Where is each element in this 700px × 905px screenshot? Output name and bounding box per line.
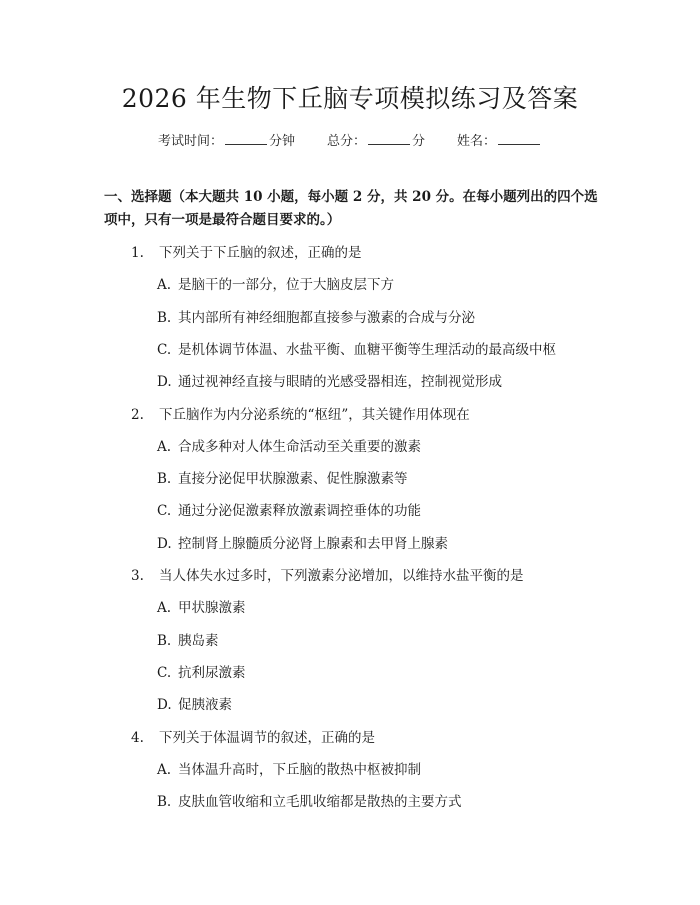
option-letter: C. xyxy=(157,503,172,520)
section-header-line-2: 项中，只有一项是最符合题目要求的。） xyxy=(104,212,341,228)
option-letter: A. xyxy=(157,438,172,455)
total-score-unit: 分 xyxy=(412,134,426,149)
question-text: 下列关于体温调节的叙述，正确的是 xyxy=(159,729,375,746)
question-stem xyxy=(131,243,362,263)
option-letter: C. xyxy=(157,341,172,358)
answer-option xyxy=(157,631,219,651)
exam-time-unit: 分钟 xyxy=(268,134,295,149)
answer-option xyxy=(157,469,408,489)
option-letter: B. xyxy=(157,632,172,649)
option-text: 皮肤血管收缩和立毛肌收缩都是散热的主要方式 xyxy=(178,794,462,811)
option-text: 直接分泌促甲状腺激素、促性腺激素等 xyxy=(178,471,408,488)
option-text: 当体温升高时，下丘脑的散热中枢被抑制 xyxy=(178,761,421,778)
answer-option xyxy=(157,534,448,554)
option-letter: A. xyxy=(157,277,172,294)
student-name-label: 姓名： xyxy=(457,134,497,149)
option-text: 是脑干的一部分，位于大脑皮层下方 xyxy=(178,277,394,294)
option-text: 是机体调节体温、水盐平衡、血糖平衡等生理活动的最高级中枢 xyxy=(178,341,556,358)
answer-option xyxy=(157,663,246,683)
question-text: 下丘脑作为内分泌系统的“枢纽”，其关键作用体现在 xyxy=(159,406,470,423)
option-letter: C. xyxy=(157,664,172,681)
option-letter: B. xyxy=(157,471,172,488)
option-letter: A. xyxy=(157,600,172,617)
option-text: 促胰液素 xyxy=(178,697,232,714)
answer-option xyxy=(157,695,232,715)
section-header-line-1: 一、选择题（本大题共 10 小题，每小题 2 分，共 20 分。在每小题列出的四个选 xyxy=(104,189,598,205)
question-stem xyxy=(131,405,470,425)
answer-option xyxy=(157,792,462,812)
page-title: 2026 年生物下丘脑专项模拟练习及答案 xyxy=(121,84,579,113)
option-text: 控制肾上腺髓质分泌肾上腺素和去甲肾上腺素 xyxy=(178,535,448,552)
question-number: 4. xyxy=(131,729,144,746)
option-letter: D. xyxy=(157,535,172,552)
option-letter: D. xyxy=(157,374,172,391)
answer-option xyxy=(157,760,421,780)
option-letter: D. xyxy=(157,697,172,714)
answer-option xyxy=(157,598,246,618)
option-text: 其内部所有神经细胞都直接参与激素的合成与分泌 xyxy=(178,309,475,326)
option-text: 甲状腺激素 xyxy=(178,600,246,617)
option-text: 抗利尿激素 xyxy=(178,664,246,681)
question-stem xyxy=(131,566,524,586)
question-text: 当人体失水过多时，下列激素分泌增加，以维持水盐平衡的是 xyxy=(159,568,524,584)
option-text: 通过视神经直接与眼睛的光感受器相连，控制视觉形成 xyxy=(178,374,502,391)
answer-option xyxy=(157,340,556,360)
option-letter: B. xyxy=(157,309,172,326)
option-letter: B. xyxy=(157,794,172,811)
answer-option xyxy=(157,308,475,328)
question-text: 下列关于下丘脑的叙述，正确的是 xyxy=(159,245,362,261)
option-text: 通过分泌促激素释放激素调控垂体的功能 xyxy=(178,503,421,520)
option-text: 合成多种对人体生命活动至关重要的激素 xyxy=(178,438,421,455)
question-number: 2. xyxy=(131,406,144,423)
option-letter: A. xyxy=(157,761,172,778)
answer-option xyxy=(157,372,502,392)
answer-option xyxy=(157,501,421,521)
answer-option xyxy=(157,275,394,295)
total-score-label: 总分： xyxy=(326,134,366,149)
answer-option xyxy=(157,437,421,457)
option-text: 胰岛素 xyxy=(178,632,219,649)
question-number: 1. xyxy=(131,245,144,261)
question-stem xyxy=(131,728,375,748)
question-number: 3. xyxy=(131,568,144,584)
exam-time-label: 考试时间： xyxy=(157,134,223,149)
